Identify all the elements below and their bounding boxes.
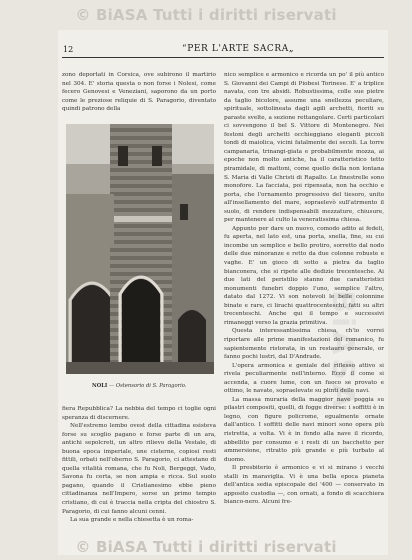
watermark-bottom: © BiASA Tutti i diritti riservati	[75, 538, 337, 556]
caption-text: — Ostensorio di S. Paragorio.	[109, 383, 187, 389]
paragraph: L'opera armonica e geniale del riflesso attivo si rivela peculiarmente nell'interno. Ecco il come si accenda, a cuore lume, con un fuoco se provato e ottimo, le navate, sopraelevate su plinti delle navi.	[224, 362, 384, 395]
right-column	[224, 71, 384, 507]
church-photo-drawing	[66, 124, 214, 374]
paragraph: La sua grande e nella chiesetta è un roma-	[70, 517, 194, 524]
header-rule	[62, 57, 384, 58]
paragraph: fiera Repubblica? La nebbia del tempo ci toglie ogni speranza di discernere.	[62, 406, 216, 421]
paragraph: Questa interessantissima chiesa, ch'io vorrei riportare alle prime manifestazioni del romanico, fu sapientemente ristorata, in un restauro generale, or fanno pochi lustri, dal D'Andrade.	[224, 328, 384, 361]
paragraph: Il presbiterio è armonico e vi si mirano i vecchi stalli in maraviglia. Vi è una bella epoca pianeta dell'antica sedia episcopale del '400 — conservato in apposito custodia —, con ornati, a fondo di scacchiera bianco-nero. Alcuni fre-	[224, 465, 384, 506]
paragraph: La massa muraria della maggior nave poggia su pilastri compositi, quelli, di fogge diverse: i soffitti è in legno, con figure policrome, egualmente ornate dall'antico. I soffitti delle navi minori sono opera più ristretta, a volta. Vi è in fondo alla nave il ricordo, abbellito per consumo e i resti di un bacchetto per ammersione, ritratto più grande e più turbato al duomo.	[224, 396, 384, 463]
page-number: 12	[63, 45, 74, 54]
figure-caption	[92, 383, 186, 389]
watermark-side: BiASA	[325, 290, 360, 412]
running-head: “PER L'ARTE SACRA„	[182, 44, 295, 54]
paragraph: Nell'estremo lembo ovest della cittadina esisteva forse su scoglio pagano e forse parte di un ara, antichi sepolcreti, un altro rilievo della Vestale, di buona epoca imperiale, une cisterne, copiosi resti fittili, orbati nell'oberno S. Paragorio, ci attestano di quella vitalità romana, che fu Noli, Bergeggi, Vado, Savona fu certa, se non ampia e ricca. Sul suolo pagano, quando il Cristianesimo ebbe pieno cittadinanza nell'Impero, sorse un primo tempio cristiano, di cui è traccia nella cripta del chiostro S. Paragorio, di cui fanno alcuni cenni.	[62, 423, 216, 515]
watermark-top: © BiASA Tutti i diritti riservati	[75, 6, 337, 24]
caption-place: NOLI	[92, 383, 108, 389]
paragraph: zono deportati in Corsica, ove subirono il martirio nel 304. E' storia questa o non forse i Nolesi, come fecero Genovesi e Veneziani, saporono da un porto come le preziose reliquie di S. Paragorio, diventato quindi patrono della	[62, 72, 216, 113]
paragraph: Appunto per dare un nuovo, comodo adito ai fedeli, fu aperta, nel lato est, una porta, snella, fine, su cui incombe un semplice e bello protiro, sorretto dal nodo delle due minoranze e retto da due colonne robuste e vaghe. E' un gioco di sotto a pietra da taglio bianconera, che si ripete alle dedizie trecentesche. Ai due lati del peristilio stanno due caratteristici monumenti funebri doppio l'uno, semplice l'altro, datato dal 1272. Vi son notevoli le belle colonnine binate e rare, ci lirachi quattrocenteschi, fatti su altri trecenteschi. Anche qui il tempo e successivi rimaneggi verso la grazia primitiva.	[224, 225, 384, 326]
left-column-bottom	[62, 405, 216, 525]
paragraph: nico semplice e armonico e ricorda un po' il più antico S. Giovanni dei Campi di Piobesi Torinese. E' a triplice navata, con tre absidi. Robustissima, colle sue pietre da taglio bicolore, assume una snellezza peculiare, spirituale, sottolineata dagli agili archetti, fioriti su paraste svelte, a sezione rettangolare. Certi particolari ci sovvengono il bel S. Vittore di Montenegro. Nei festoni degli archetti occhieggiano eleganti piccoli tondi di maiolica, vicini fatalmente dei secoli. La torre campanaria, trinangi-giata e probabilmente mozza, ai epoche non molto antiche, ha il caratteristico tetto piramidale, di mattoni, come quello della non lontana S. Maria di Valle Christi di Rapallo. Le finestrelle sono monofore. La facciata, poi ripensata, non ha occhio e porta, che l'ornamento progressivo del tiesoro, unito all'insellamento del mare, sopraelevò sull'atrmento il suolo, di rendere indispensabili mezzature, chiusure, per mantenere al culto la veneratissima chiesa.	[224, 72, 384, 224]
church-photograph	[66, 124, 214, 374]
left-column-top	[62, 71, 216, 114]
